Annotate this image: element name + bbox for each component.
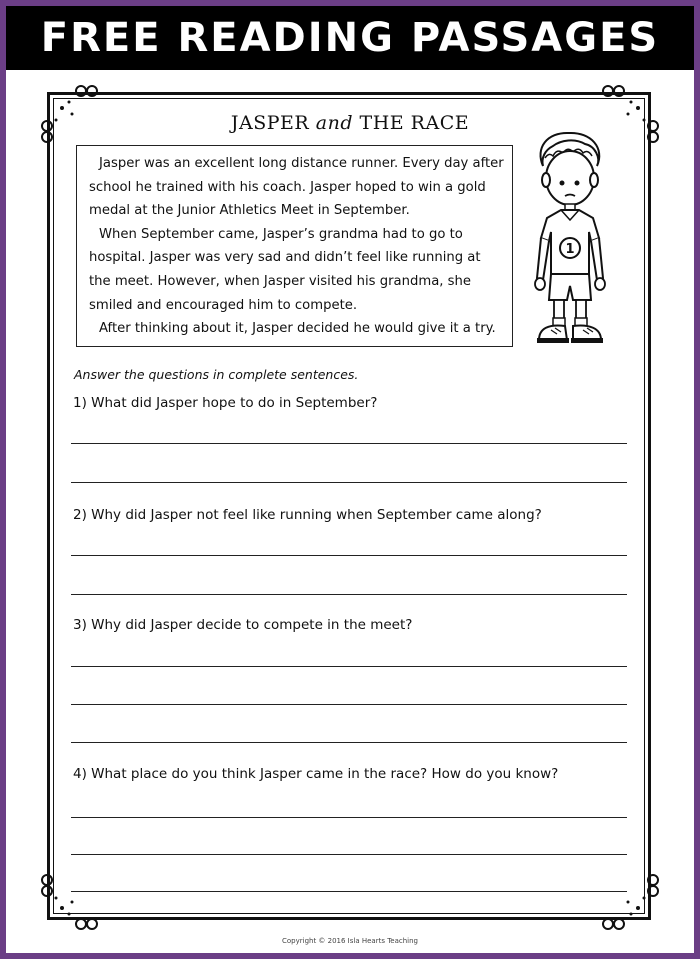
copyright-notice: Copyright © 2016 Isla Hearts Teaching xyxy=(281,937,418,945)
question-2: 2) Why did Jasper not feel like running when September came along? xyxy=(73,507,542,523)
passage-paragraph: After thinking about it, Jasper decided he would give it a try. xyxy=(99,321,496,337)
question-3: 3) Why did Jasper decide to compete in the meet? xyxy=(73,617,413,633)
title-part-1: JASPER xyxy=(230,112,310,134)
bib-number: 1 xyxy=(565,242,575,257)
question-4: 4) What place do you think Jasper came in the race? How do you know? xyxy=(73,766,559,782)
boy-runner-illustration xyxy=(525,128,615,353)
answer-line xyxy=(71,742,627,743)
answer-line xyxy=(71,443,627,444)
answer-line xyxy=(71,891,627,892)
title-part-2: and xyxy=(315,112,353,134)
answer-line xyxy=(71,555,627,556)
answer-line xyxy=(71,817,627,818)
corner-ornament-icon xyxy=(596,858,666,938)
banner-title: FREE READING PASSAGES xyxy=(6,6,694,70)
answer-line xyxy=(71,482,627,483)
question-1: 1) What did Jasper hope to do in September? xyxy=(73,395,378,411)
passage-paragraph: When September came, Jasper’s grandma had to go to hospital. Jasper was very sad and didn’t feel like running at the meet. However, when Jasper visited his grandma, she smiled and encouraged him to compete. xyxy=(89,226,481,313)
title-part-3: THE RACE xyxy=(359,112,470,134)
passage-title xyxy=(200,112,500,134)
passage-paragraph: Jasper was an excellent long distance runner. Every day after school he trained with his coach. Jasper hoped to win a gold medal at the Junior Athletics Meet in September. xyxy=(89,156,504,219)
answer-line xyxy=(71,854,627,855)
answer-line xyxy=(71,594,627,595)
reading-passage xyxy=(76,145,513,347)
corner-ornament-icon xyxy=(34,858,104,938)
answer-line xyxy=(71,704,627,705)
instructions: Answer the questions in complete sentences. xyxy=(74,367,359,382)
answer-line xyxy=(71,666,627,667)
